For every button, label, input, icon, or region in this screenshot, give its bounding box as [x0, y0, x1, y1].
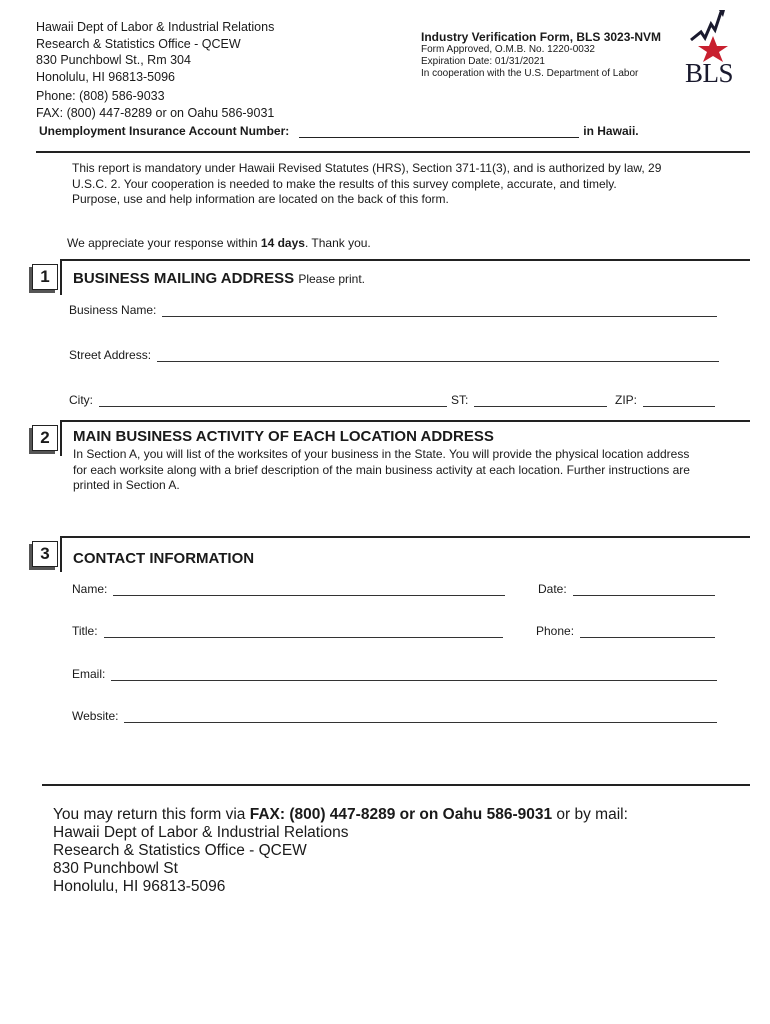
- return-text: You may return this form via: [53, 806, 250, 823]
- return-fax: FAX: (800) 447-8289 or on Oahu 586-9031: [249, 806, 553, 823]
- footer-divider: [42, 784, 750, 786]
- city-label: City:: [69, 393, 93, 407]
- section3-side-rule: [60, 536, 62, 572]
- contact-date-field: [538, 582, 715, 596]
- agency-line: Hawaii Dept of Labor & Industrial Relations: [36, 20, 275, 34]
- agency-line: 830 Punchbowl St., Rm 304: [36, 53, 191, 67]
- section2-top-rule: [60, 420, 750, 422]
- contact-title-field: [72, 624, 503, 638]
- intro-text: This report is mandatory under Hawaii Revised Statutes (HRS), Section 371-11(3), and is authorized by law, 29 U.S.C. 2. Your cooperation is needed to make the results of this survey complete, accurate, and timely. Purpose, use and help information are located on the back of this form.: [72, 161, 662, 206]
- section3-top-rule: [60, 536, 750, 538]
- street-address-field: [69, 348, 719, 362]
- section1-title-note: Please print.: [298, 272, 366, 286]
- section2-side-rule: [60, 420, 62, 456]
- ui-account-label: Unemployment Insurance Account Number:: [39, 124, 290, 138]
- contact-date-input[interactable]: [573, 583, 715, 596]
- mail-line: 830 Punchbowl St: [53, 860, 178, 877]
- form-approved: Form Approved, O.M.B. No. 1220-0032: [421, 44, 595, 55]
- zip-label: ZIP:: [615, 393, 638, 407]
- form-title: Industry Verification Form, BLS 3023-NVM: [421, 30, 662, 44]
- contact-email-label: Email:: [72, 667, 106, 681]
- ui-account-suffix: in Hawaii.: [583, 124, 639, 138]
- business-name-input[interactable]: [162, 304, 717, 317]
- contact-website-input[interactable]: [124, 710, 717, 723]
- state-label: ST:: [451, 393, 469, 407]
- section3-title: CONTACT INFORMATION: [73, 550, 255, 567]
- appreciation-thanks: . Thank you.: [304, 236, 371, 250]
- agency-fax: FAX: (800) 447-8289 or on Oahu 586-9031: [36, 105, 275, 120]
- business-name-label: Business Name:: [69, 303, 157, 317]
- section3-number: 3: [32, 541, 58, 567]
- contact-phone-label: Phone:: [536, 624, 575, 638]
- contact-title-input[interactable]: [104, 625, 503, 638]
- bls-logo-text: BLS: [685, 58, 734, 88]
- cooperation-note: In cooperation with the U.S. Department of Labor: [421, 68, 639, 79]
- section2-number: 2: [32, 425, 58, 451]
- section1-title-text: BUSINESS MAILING ADDRESS: [73, 270, 295, 287]
- section1-number: 1: [32, 264, 58, 290]
- contact-phone-field: [536, 624, 715, 638]
- business-name-field: [69, 303, 717, 317]
- section2-title: MAIN BUSINESS ACTIVITY OF EACH LOCATION ADDRESS: [73, 428, 494, 445]
- agency-address: [36, 19, 274, 121]
- return-instructions: [53, 806, 628, 896]
- city-input[interactable]: [99, 394, 447, 407]
- section2-instructions: In Section A, you will list of the worksites of your business in the State. You will provide the physical location address for each worksite along with a brief description of the main business activity at each location. Further instructions are printed in Section A.: [73, 447, 690, 492]
- contact-website-field: [72, 709, 717, 723]
- agency-phone: Phone: (808) 586-9033: [36, 89, 165, 103]
- agency-line: Research & Statistics Office - QCEW: [36, 36, 241, 51]
- return-line: [53, 806, 628, 824]
- mail-line: Honolulu, HI 96813-5096: [53, 878, 226, 895]
- section1-top-rule: [60, 259, 750, 261]
- mail-line: Research & Statistics Office - QCEW: [53, 842, 307, 859]
- contact-website-label: Website:: [72, 709, 119, 723]
- section1-side-rule: [60, 259, 62, 295]
- state-field: [451, 393, 607, 407]
- contact-phone-input[interactable]: [580, 625, 715, 638]
- contact-name-label: Name:: [72, 582, 108, 596]
- appreciation-note: [67, 236, 371, 250]
- bls-logo: [683, 8, 743, 88]
- section1-title: [73, 270, 365, 287]
- header-divider: [36, 151, 750, 153]
- city-field: [69, 393, 447, 407]
- contact-name-input[interactable]: [113, 583, 505, 596]
- street-address-label: Street Address:: [69, 348, 152, 362]
- bls-star-logo-icon: [683, 8, 743, 64]
- zip-input[interactable]: [643, 394, 715, 407]
- contact-name-field: [72, 582, 505, 596]
- ui-account-row: [39, 124, 639, 138]
- contact-title-label: Title:: [72, 624, 98, 638]
- ui-account-input[interactable]: [299, 125, 579, 138]
- contact-email-input[interactable]: [111, 668, 717, 681]
- mail-line: Hawaii Dept of Labor & Industrial Relations: [53, 824, 349, 841]
- return-mail-text: or by mail:: [552, 806, 628, 823]
- expiration-date: Expiration Date: 01/31/2021: [421, 56, 545, 67]
- contact-date-label: Date:: [538, 582, 567, 596]
- form-info: [421, 30, 661, 80]
- state-input[interactable]: [474, 394, 607, 407]
- appreciation-text: We appreciate your response within: [67, 236, 261, 250]
- contact-email-field: [72, 667, 717, 681]
- agency-line: Honolulu, HI 96813-5096: [36, 69, 175, 84]
- zip-field: [615, 393, 715, 407]
- response-days: 14 days: [260, 236, 305, 250]
- street-address-input[interactable]: [157, 349, 719, 362]
